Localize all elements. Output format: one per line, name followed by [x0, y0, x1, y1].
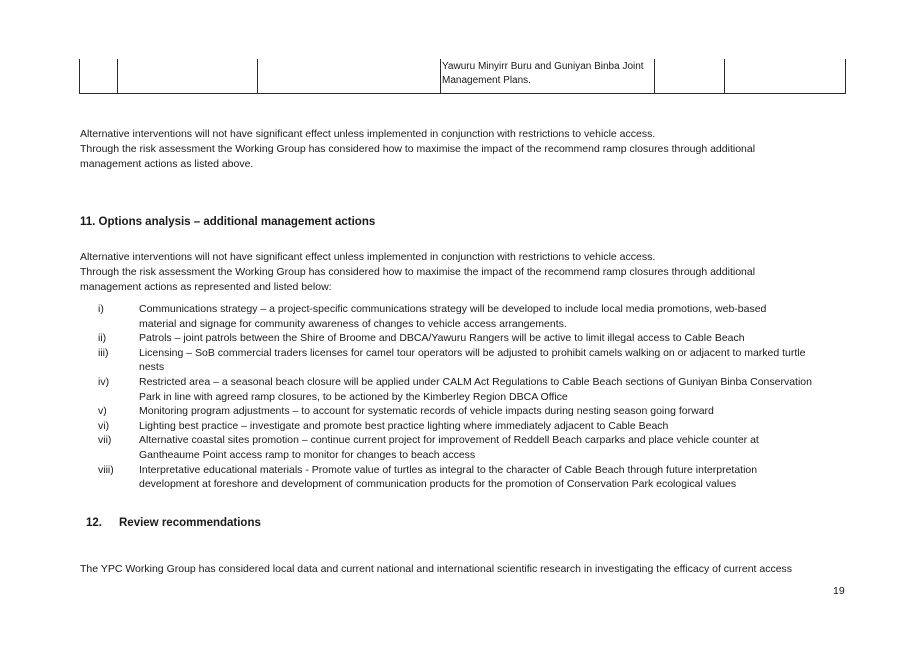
- list-item-text: Communications strategy – a project-specific communications strategy will be developed to include local media promotions, web-based material and signage for community awareness of changes to vehicle access arrangements.: [139, 303, 767, 330]
- table-cell: [80, 59, 118, 94]
- list-item-text: Restricted area – a seasonal beach closure will be applied under CALM Act Regulations to Cable Beach sections of Guniyan Binba Conservation Park in line with agreed ramp closures, to be actioned by the Kimberley Region DBCA Office: [139, 375, 812, 403]
- list-item-text: Lighting best practice – investigate and promote best practice lighting where immediately adjacent to Cable Beach: [139, 419, 669, 432]
- list-item: [80, 375, 850, 404]
- management-actions-list: [80, 302, 850, 492]
- list-item-number: v): [98, 405, 107, 418]
- list-item-text: Patrols – joint patrols between the Shire of Broome and DBCA/Yawuru Rangers will be active to limit illegal access to Cable Beach: [139, 332, 745, 345]
- cell-text-line: Yawuru Minyirr Buru and Guniyan Binba Joint: [442, 61, 644, 72]
- list-item-text: Interpretative educational materials - Promote value of turtles as integral to the character of Cable Beach through future interpretation development at foreshore and development of communication products for the promotion of Conservation Park ecological values: [139, 463, 758, 491]
- page-number: 19: [833, 585, 845, 597]
- list-item: [80, 346, 850, 375]
- table-cell: [118, 59, 258, 94]
- text-line: Through the risk assessment the Working Group has considered how to maximise the impact of the recommend ramp closures through additional: [80, 143, 756, 155]
- text-line: Through the risk assessment the Working Group has considered how to maximise the impact of the recommend ramp closures through additional: [80, 266, 756, 278]
- list-item: [80, 331, 850, 346]
- text-line: management actions as listed above.: [80, 158, 254, 170]
- actions-table-fragment: [79, 59, 846, 94]
- list-item-number: viii): [98, 463, 114, 476]
- list-item-text: Monitoring program adjustments – to account for systematic records of vehicle impacts during nesting season going forward: [139, 405, 714, 418]
- list-item-number: ii): [98, 332, 107, 345]
- section-12-number: 12.: [86, 517, 102, 529]
- table-cell-management-plans: [441, 59, 655, 94]
- text-line: management actions as represented and listed below:: [80, 281, 332, 293]
- list-item: [80, 433, 850, 462]
- table-cell: [655, 59, 725, 94]
- intro-paragraph: [80, 127, 860, 172]
- table-cell: [725, 59, 846, 94]
- section-12-heading: Review recommendations: [119, 517, 261, 529]
- list-item: [80, 404, 850, 419]
- list-item-text: Alternative coastal sites promotion – continue current project for improvement of Reddell Beach carparks and place vehicle counter at Gantheaume Point access ramp to monitor for changes to beach access: [139, 434, 759, 461]
- section-12-paragraph: [80, 562, 880, 577]
- list-item-number: iii): [98, 346, 109, 359]
- list-item: [80, 463, 850, 492]
- cell-text-line: Management Plans.: [442, 75, 531, 86]
- list-item: [80, 419, 850, 434]
- list-item-number: i): [98, 303, 104, 315]
- text-line: Alternative interventions will not have significant effect unless implemented in conjunction with restrictions to vehicle access.: [80, 251, 656, 263]
- list-item-text: Licensing – SoB commercial traders licenses for camel tour operators will be adjusted to prohibit camels walking on or adjacent to marked turtle nests: [139, 346, 806, 374]
- list-item: [80, 302, 850, 331]
- list-item-number: vii): [98, 434, 112, 447]
- list-item-number: iv): [98, 375, 110, 388]
- section-11-heading: 11. Options analysis – additional management actions: [80, 216, 376, 228]
- text-line: The YPC Working Group has considered local data and current national and international scientific research in investigating the efficacy of current access: [80, 563, 793, 575]
- table-cell: [258, 59, 441, 94]
- section-11-paragraph: [80, 250, 860, 295]
- list-item-number: vi): [98, 419, 110, 432]
- text-line: Alternative interventions will not have significant effect unless implemented in conjunction with restrictions to vehicle access.: [80, 128, 656, 140]
- table-row: [80, 59, 846, 94]
